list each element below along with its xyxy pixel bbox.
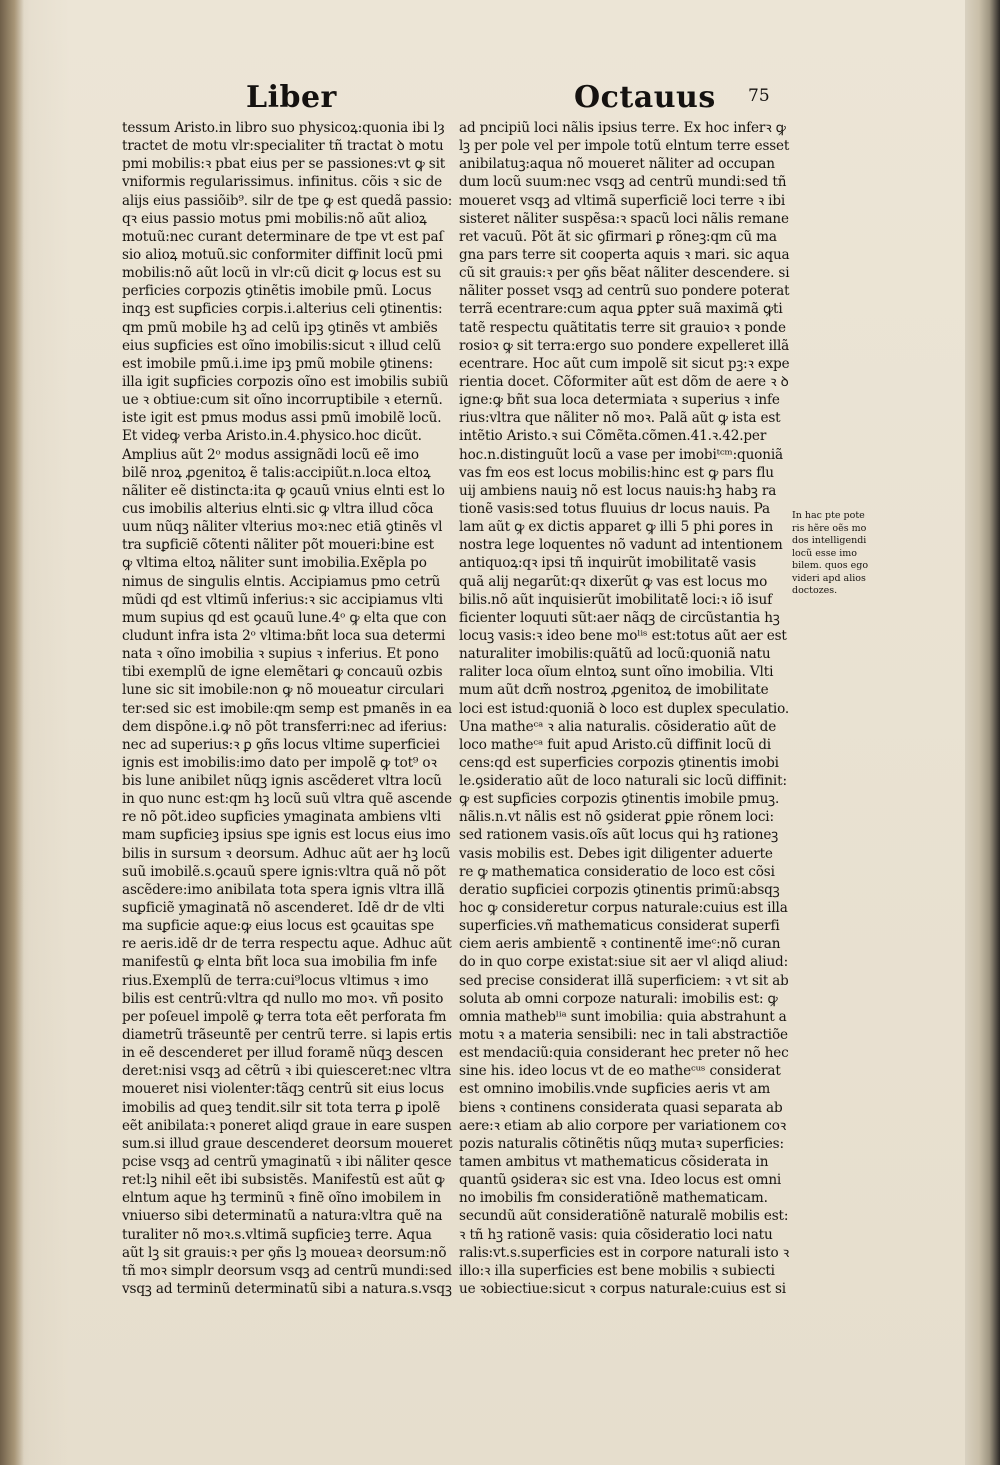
text-line: ue ꝛ obtiue:cum sit oĩno incorruptibile ꝛ eternũ. — [122, 392, 443, 409]
text-line: vas fm eos est locus mobilis:hinc est ꝙ pars flu — [459, 464, 774, 481]
text-line: est mendaciũ:quia considerant hec preter nõ hec — [459, 1045, 789, 1062]
text-line: ciem aeris ambientẽ ꝛ continentẽ imeᶜ:nõ curan — [459, 936, 781, 953]
text-line: aere:ꝛ etiam ab alio corpore per variationem coꝛ — [459, 1117, 787, 1134]
text-line: ecentrare. Hoc aũt cum impolẽ sit sicut pꝫ:ꝛ expe — [459, 355, 790, 372]
text-line: cludunt infra ista 2ᵒ vltima:bñt loca sua determi — [122, 627, 446, 644]
text-line: diametrũ trãseuntẽ per centrũ terre. si lapis ertis — [122, 1027, 452, 1044]
page-edge — [965, 0, 1000, 1465]
text-line: ret:lꝫ nihil eẽt ibi subsistẽs. Manifestũ est aũt ꝙ — [122, 1172, 445, 1189]
text-line: naturaliter imobilis:quãtũ ad locũ:quoniã natu — [459, 646, 771, 663]
margin-note-line: locũ esse imo — [792, 547, 857, 559]
text-line: moueret nisi violenter:tãqꝫ centrũ sit eius locus — [122, 1081, 444, 1098]
text-line: quantũ ꝯsideraꝛ sic est vna. Ideo locus est omni — [459, 1172, 782, 1189]
text-line: deret:nisi vsqꝫ ad cẽtrũ ꝛ ibi quiesceret:nec vltra — [122, 1063, 452, 1080]
text-line: sed rationem vasis.oĩs aũt locus qui hꝫ rationeꝫ — [459, 827, 779, 844]
text-line: cens:qd est superficies corpozis ꝯtinentis imobi — [459, 754, 779, 771]
text-line: loco matheᶜᵃ fuit apud Aristo.cũ diffinit locũ di — [459, 736, 772, 753]
folio-number: 75 — [748, 86, 770, 106]
text-line: in quo nunc est:qm hꝫ locũ suũ vltra quẽ ascende — [122, 791, 452, 808]
right-column — [459, 119, 789, 1298]
text-line: loci est istud:quoniã ꝺ loco est duplex speculatio. — [459, 700, 790, 717]
text-line: sum.si illud graue descenderet deorsum moueret — [122, 1135, 453, 1152]
text-line: lune sic sit imobile:non ꝙ nõ moueatur circulari — [122, 682, 444, 699]
text-line: tamen ambitus vt mathematicus cõsiderata in — [459, 1154, 769, 1171]
text-line: vniformis regularissimus. infinitus. cõis ꝛ sic de — [122, 174, 443, 191]
text-line: nostra lege loquentes nõ vadunt ad intentionem — [459, 537, 783, 554]
text-line: do in quo corpe existat:siue sit aer vl aliqd aliud: — [459, 954, 789, 971]
text-line: ignis est imobilis:imo dato per impolẽ ꝙ tot⁹ oꝛ — [122, 754, 437, 771]
text-line: pozis naturalis cõtinẽtis nũqꝫ mutaꝛ superficies: — [459, 1135, 784, 1152]
text-line: elntum aque hꝫ terminũ ꝛ finẽ oĩno imobilem in — [122, 1190, 441, 1207]
text-line: ꝛ tñ hꝫ rationẽ vasis: quia cõsideratio loci natu — [459, 1226, 773, 1243]
text-line: mum aũt dcm̃ nostroꝝ ꝓgenitoꝝ de imobilitate — [459, 682, 769, 699]
text-line: ma suꝑficie aque:ꝙ eius locus est ꝯcauitas spe — [122, 918, 435, 935]
text-line: ad pncipiũ loci nãlis ipsius terre. Ex hoc inferꝛ ꝙ — [459, 120, 786, 136]
text-line: qm pmũ mobile hꝫ ad celũ ipꝫ ꝯtinẽs vt ambiẽs — [122, 319, 438, 336]
text-line: alijs eius passiõib⁹. silr de tpe ꝙ est quedã passio: — [122, 192, 453, 209]
text-line: nãliter eẽ distincta:ita ꝙ ꝯcauũ vnius elnti est lo — [122, 482, 445, 499]
text-line: tionẽ vasis:sed totus fluuius dr locus nauis. Pa — [459, 500, 771, 517]
text-line: nec ad superius:ꝛ ꝑ ꝯñs locus vltime superficiei — [122, 736, 440, 753]
text-line: superficies.vñ mathematicus considerat superfi — [459, 918, 780, 935]
text-line: bis lune anibilet nũqꝫ ignis ascẽderet vltra locũ — [122, 773, 442, 790]
text-line: motuũ:nec curant determinare de tpe vt est paſ — [122, 228, 444, 245]
text-line: mam suꝑficieꝫ ipsius spe ignis est locus eius imo — [122, 827, 451, 844]
text-line: hoc.n.distinguũt locũ a vase per imobiᵗᶜᵐ:quoniã — [459, 446, 783, 463]
text-line: cũ sit grauis:ꝛ per ꝯñs bẽat nãliter descendere. si — [459, 265, 790, 282]
text-line: bilẽ nroꝝ ꝓgenitoꝝ ẽ talis:accipiũt.n.loca eltoꝝ — [122, 464, 431, 481]
text-line: rius:vltra que nãliter nõ moꝛ. Palã aũt ꝙ ista est — [459, 410, 781, 427]
text-line: intẽtio Aristo.ꝛ sui Cõmẽta.cõmen.41.ꝛ.42.per — [459, 428, 767, 445]
text-line: per poſeuel impolẽ ꝙ terra tota eẽt perforata fm — [122, 1008, 447, 1025]
margin-note-line: doctozes. — [792, 585, 838, 596]
text-line: qꝛ eius passio motus pmi mobilis:nõ aũt alioꝝ — [122, 210, 427, 227]
text-line: lꝫ per pole vel per impole totũ elntum terre esset — [459, 138, 790, 155]
text-line: eius suꝑficies est oĩno imobilis:sicut ꝛ illud celũ — [122, 337, 441, 354]
text-line: manifestũ ꝙ elnta bñt loca sua imobilia fm infe — [122, 954, 438, 971]
text-line: mobilis:nõ aũt locũ in vlr:cũ dicit ꝙ locus est su — [122, 265, 442, 282]
text-line: suꝑficiẽ ymaginatã nõ ascenderet. Idẽ dr de vlti — [122, 900, 445, 917]
text-line: vasis mobilis est. Debes igit diligenter aduerte — [459, 845, 773, 862]
text-line: uij ambiens nauiꝫ nõ est locus nauis:hꝫ habꝫ ra — [459, 482, 777, 499]
text-line: ue ꝛobiectiue:sicut ꝛ corpus naturale:cuius est si — [459, 1281, 786, 1297]
text-line: dem dispõne.i.ꝙ nõ põt transferri:nec ad iferius: — [122, 718, 448, 735]
text-line: suũ imobilẽ.s.ꝯcauũ spere ignis:vltra quã nõ põt — [122, 863, 446, 880]
text-line: re ꝙ mathematica consideratio de loco est cõsi — [459, 863, 775, 880]
text-line: bilis est centrũ:vltra qd nullo mo moꝛ. vñ posito — [122, 990, 444, 1007]
header-right-title: Octauus — [574, 80, 716, 115]
binding-gutter — [0, 0, 24, 1465]
text-line: tessum Aristo.in libro suo physicoꝝ:quonia ibi lȝ — [122, 120, 445, 136]
text-line: imobilis ad queꝫ tendit.silr sit tota terra ꝑ ipolẽ — [122, 1099, 441, 1116]
text-line: tra suꝑficiẽ cõtenti nãliter põt moueri:bine est — [122, 537, 434, 554]
text-line: illa igit suꝑficies corpozis oĩno est imobilis subiũ — [122, 373, 449, 390]
text-line: est imobile pmũ.i.ime ipꝫ pmũ mobile ꝯtinens: — [122, 355, 433, 372]
text-line: Et videꝙ verba Aristo.in.4.physico.hoc dicũt. — [122, 428, 422, 445]
text-line: quã alij negarũt:qꝛ dixerũt ꝙ vas est locus mo — [459, 573, 768, 590]
text-line: omnia mathebˡⁱᵃ sunt imobilia: quia abstrahunt a — [459, 1008, 787, 1025]
text-line: aũt lꝫ sit grauis:ꝛ per ꝯñs lꝫ moueaꝛ deorsum:nõ — [122, 1244, 447, 1261]
text-line: iste igit est pmus modus assi pmũ imobilẽ locũ. — [122, 410, 442, 427]
text-line: tibi exemplũ de igne elemẽtari ꝙ concauũ ozbis — [122, 664, 443, 681]
text-line: locuꝫ vasis:ꝛ ideo bene moˡⁱˢ est:totus aũt aer est — [459, 627, 787, 644]
text-line: ter:sed sic est imobile:qm semp est pmanẽs in ea — [122, 700, 452, 717]
text-line: ralis:vt.s.superficies est in corpore naturali isto ꝛ — [459, 1244, 790, 1261]
text-line: ficienter loquuti sũt:aer nãqꝫ de circũstantia hꝫ — [459, 609, 780, 626]
text-line: ꝙ est suꝑficies corpozis ꝯtinentis imobile pmuꝫ. — [459, 791, 780, 808]
text-line: rius.Exemplũ de terra:cui⁹locus vltimus ꝛ imo — [122, 972, 429, 989]
margin-note — [792, 510, 887, 598]
text-line: mũdi qd est vltimũ inferius:ꝛ sic accipiamus vlti — [122, 591, 443, 608]
text-line: Una matheᶜᵃ ꝛ alia naturalis. cõsideratio aũt de — [459, 718, 777, 735]
text-line: biens ꝛ continens considerata quasi separata ab — [459, 1099, 783, 1116]
text-line: lam aũt ꝙ ex dictis apparet ꝙ illi 5 phi ꝑores in — [459, 519, 774, 536]
text-line: hoc ꝙ consideretur corpus naturale:cuius est illa — [459, 900, 788, 917]
text-line: tñ moꝛ simplr deorsum vsqꝫ ad centrũ mundi:sed — [122, 1262, 452, 1279]
text-line: re aeris.idẽ dr de terra respectu aque. Adhuc aũt — [122, 936, 452, 953]
margin-note-line: videri apd alios — [792, 572, 866, 584]
text-line: igne:ꝙ bñt sua loca determiata ꝛ superius ꝛ infe — [459, 392, 780, 409]
text-line: ꝙ vltima eltoꝝ nãliter sunt imobilia.Exẽpla po — [122, 555, 427, 572]
text-line: dum locũ suum:nec vsqꝫ ad centrũ mundi:sed tñ — [459, 174, 787, 191]
text-line: raliter loca oĩum elntoꝝ sunt oĩno imobilia. Vlti — [459, 664, 774, 681]
header-left-title: Liber — [246, 80, 337, 115]
left-column — [122, 119, 452, 1298]
text-line: tatẽ respectu quãtitatis terre sit grauioꝛ ꝛ ponde — [459, 319, 786, 336]
text-line: deratio suꝑficiei corpozis ꝯtinentis primũ:absqꝫ — [459, 881, 780, 898]
text-line: terrã ecentrare:cum aqua ꝑpter suã maximã ꝙti — [459, 301, 783, 318]
text-line: motu ꝛ a materia sensibili: nec in tali abstractiõe — [459, 1027, 788, 1044]
text-line: pmi mobilis:ꝛ pbat eius per se passiones:vt ꝙ sit — [122, 156, 446, 173]
text-line: sio alioꝝ motuũ.sic conformiter diffinit locũ pmi — [122, 246, 443, 263]
text-line: sine his. ideo locus vt de eo matheᶜᵘˢ considerat — [459, 1063, 781, 1080]
text-line: gna pars terre sit cooperta aquis ꝛ mari. sic aqua — [459, 246, 790, 263]
text-line: pcise vsqꝫ ad centrũ ymaginatũ ꝛ ibi nãliter qesce — [122, 1154, 452, 1171]
margin-note-line: ris hẽre oẽs mo — [792, 522, 867, 534]
text-line: le.ꝯsideratio aũt de loco naturali sic locũ diffinit: — [459, 773, 787, 790]
text-line: rosioꝛ ꝙ sit terra:ergo suo pondere expelleret illã — [459, 337, 790, 354]
text-line: moueret vsqꝫ ad vltimã superficiẽ loci terre ꝛ ibi — [459, 192, 786, 209]
text-line: eẽt anibilata:ꝛ poneret aliqd graue in eare suspen — [122, 1117, 452, 1134]
text-line: in eẽ descenderet per illud foramẽ nũqꝫ descen — [122, 1045, 444, 1062]
text-line: mum supius qd est ꝯcauũ lune.4ᵒ ꝙ elta que con — [122, 609, 447, 626]
text-line: illo:ꝛ illa superficies est bene mobilis ꝛ subiecti — [459, 1262, 775, 1279]
text-line: bilis in sursum ꝛ deorsum. Adhuc aũt aer hꝫ locũ — [122, 845, 451, 862]
text-line: turaliter nõ moꝛ.s.vltimã suꝑficieꝫ terre. Aqua — [122, 1226, 432, 1243]
text-line: bilis.nõ aũt inquisierũt imobilitatẽ loci:ꝛ iõ isuf — [459, 591, 772, 608]
margin-note-line: dos intelligendi — [792, 535, 867, 546]
text-line: est omnino imobilis.vnde suꝑficies aeris vt am — [459, 1081, 771, 1098]
text-line: re nõ põt.ideo suꝑficies ymaginata ambiens vlti — [122, 809, 441, 826]
margin-note-line: In hac pte pote — [792, 510, 865, 521]
text-line: perficies corpozis ꝯtinẽtis imobile pmũ. Locus — [122, 283, 432, 300]
text-line: nata ꝛ oĩno imobilia ꝛ supius ꝛ inferius. Et pono — [122, 646, 439, 663]
text-line: sisteret nãliter suspẽsa:ꝛ spacũ loci nãlis remane — [459, 210, 789, 227]
margin-note-line: bilem. quos ego — [792, 560, 869, 571]
text-line: soluta ab omni corpoze naturali: imobilis est: ꝙ — [459, 990, 778, 1007]
text-line: nimus de singulis elntis. Accipiamus pmo cetrũ — [122, 573, 441, 590]
text-line: tractet de motu vlr:specialiter tñ tractat ꝺ motu — [122, 138, 444, 155]
text-line: nãlis.n.vt nãlis est nõ ꝯsiderat ꝑpie rõnem loci: — [459, 809, 774, 826]
text-line: ret vacuũ. Põt ãt sic ꝯfirmari ꝑ rõneꝫ:qm cũ ma — [459, 228, 777, 245]
text-line: cus imobilis alterius elnti.sic ꝙ vltra illud cõca — [122, 500, 434, 517]
text-line: rientia docet. Cõformiter aũt est dõm de aere ꝛ ꝺ — [459, 373, 789, 390]
text-line: vniuerso sibi determinatũ a natura:vltra quẽ na — [122, 1208, 443, 1225]
text-line: inqꝫ est suꝑficies corpis.i.alterius celi ꝯtinentis: — [122, 301, 443, 318]
text-line: ascẽdere:imo anibilata tota spera ignis vltra illã — [122, 881, 445, 898]
text-line: sed precise considerat illã superficiem: ꝛ vt sit ab — [459, 972, 789, 989]
text-line: secundũ aũt consideratiõnẽ naturalẽ mobilis est: — [459, 1208, 789, 1225]
text-line: vsqꝫ ad terminũ determinatũ sibi a natura.s.vsqꝫ — [122, 1281, 452, 1297]
text-line: no imobilis fm consideratiõnẽ mathematicam. — [459, 1190, 768, 1207]
text-line: antiquoꝝ:qꝛ ipsi tñ inquirũt imobilitatẽ vasis — [459, 555, 757, 572]
text-line: nãliter posset vsqꝫ ad centrũ suo pondere poterat — [459, 283, 790, 300]
text-line: uum nũqꝫ nãliter vlterius moꝛ:nec etiã ꝯtinẽs vl — [122, 519, 443, 536]
text-line: anibilatuꝫ:aqua nõ moueret nãliter ad occupan — [459, 156, 775, 173]
text-line: Amplius aũt 2ᵒ modus assignãdi locũ eẽ imo — [122, 446, 419, 463]
